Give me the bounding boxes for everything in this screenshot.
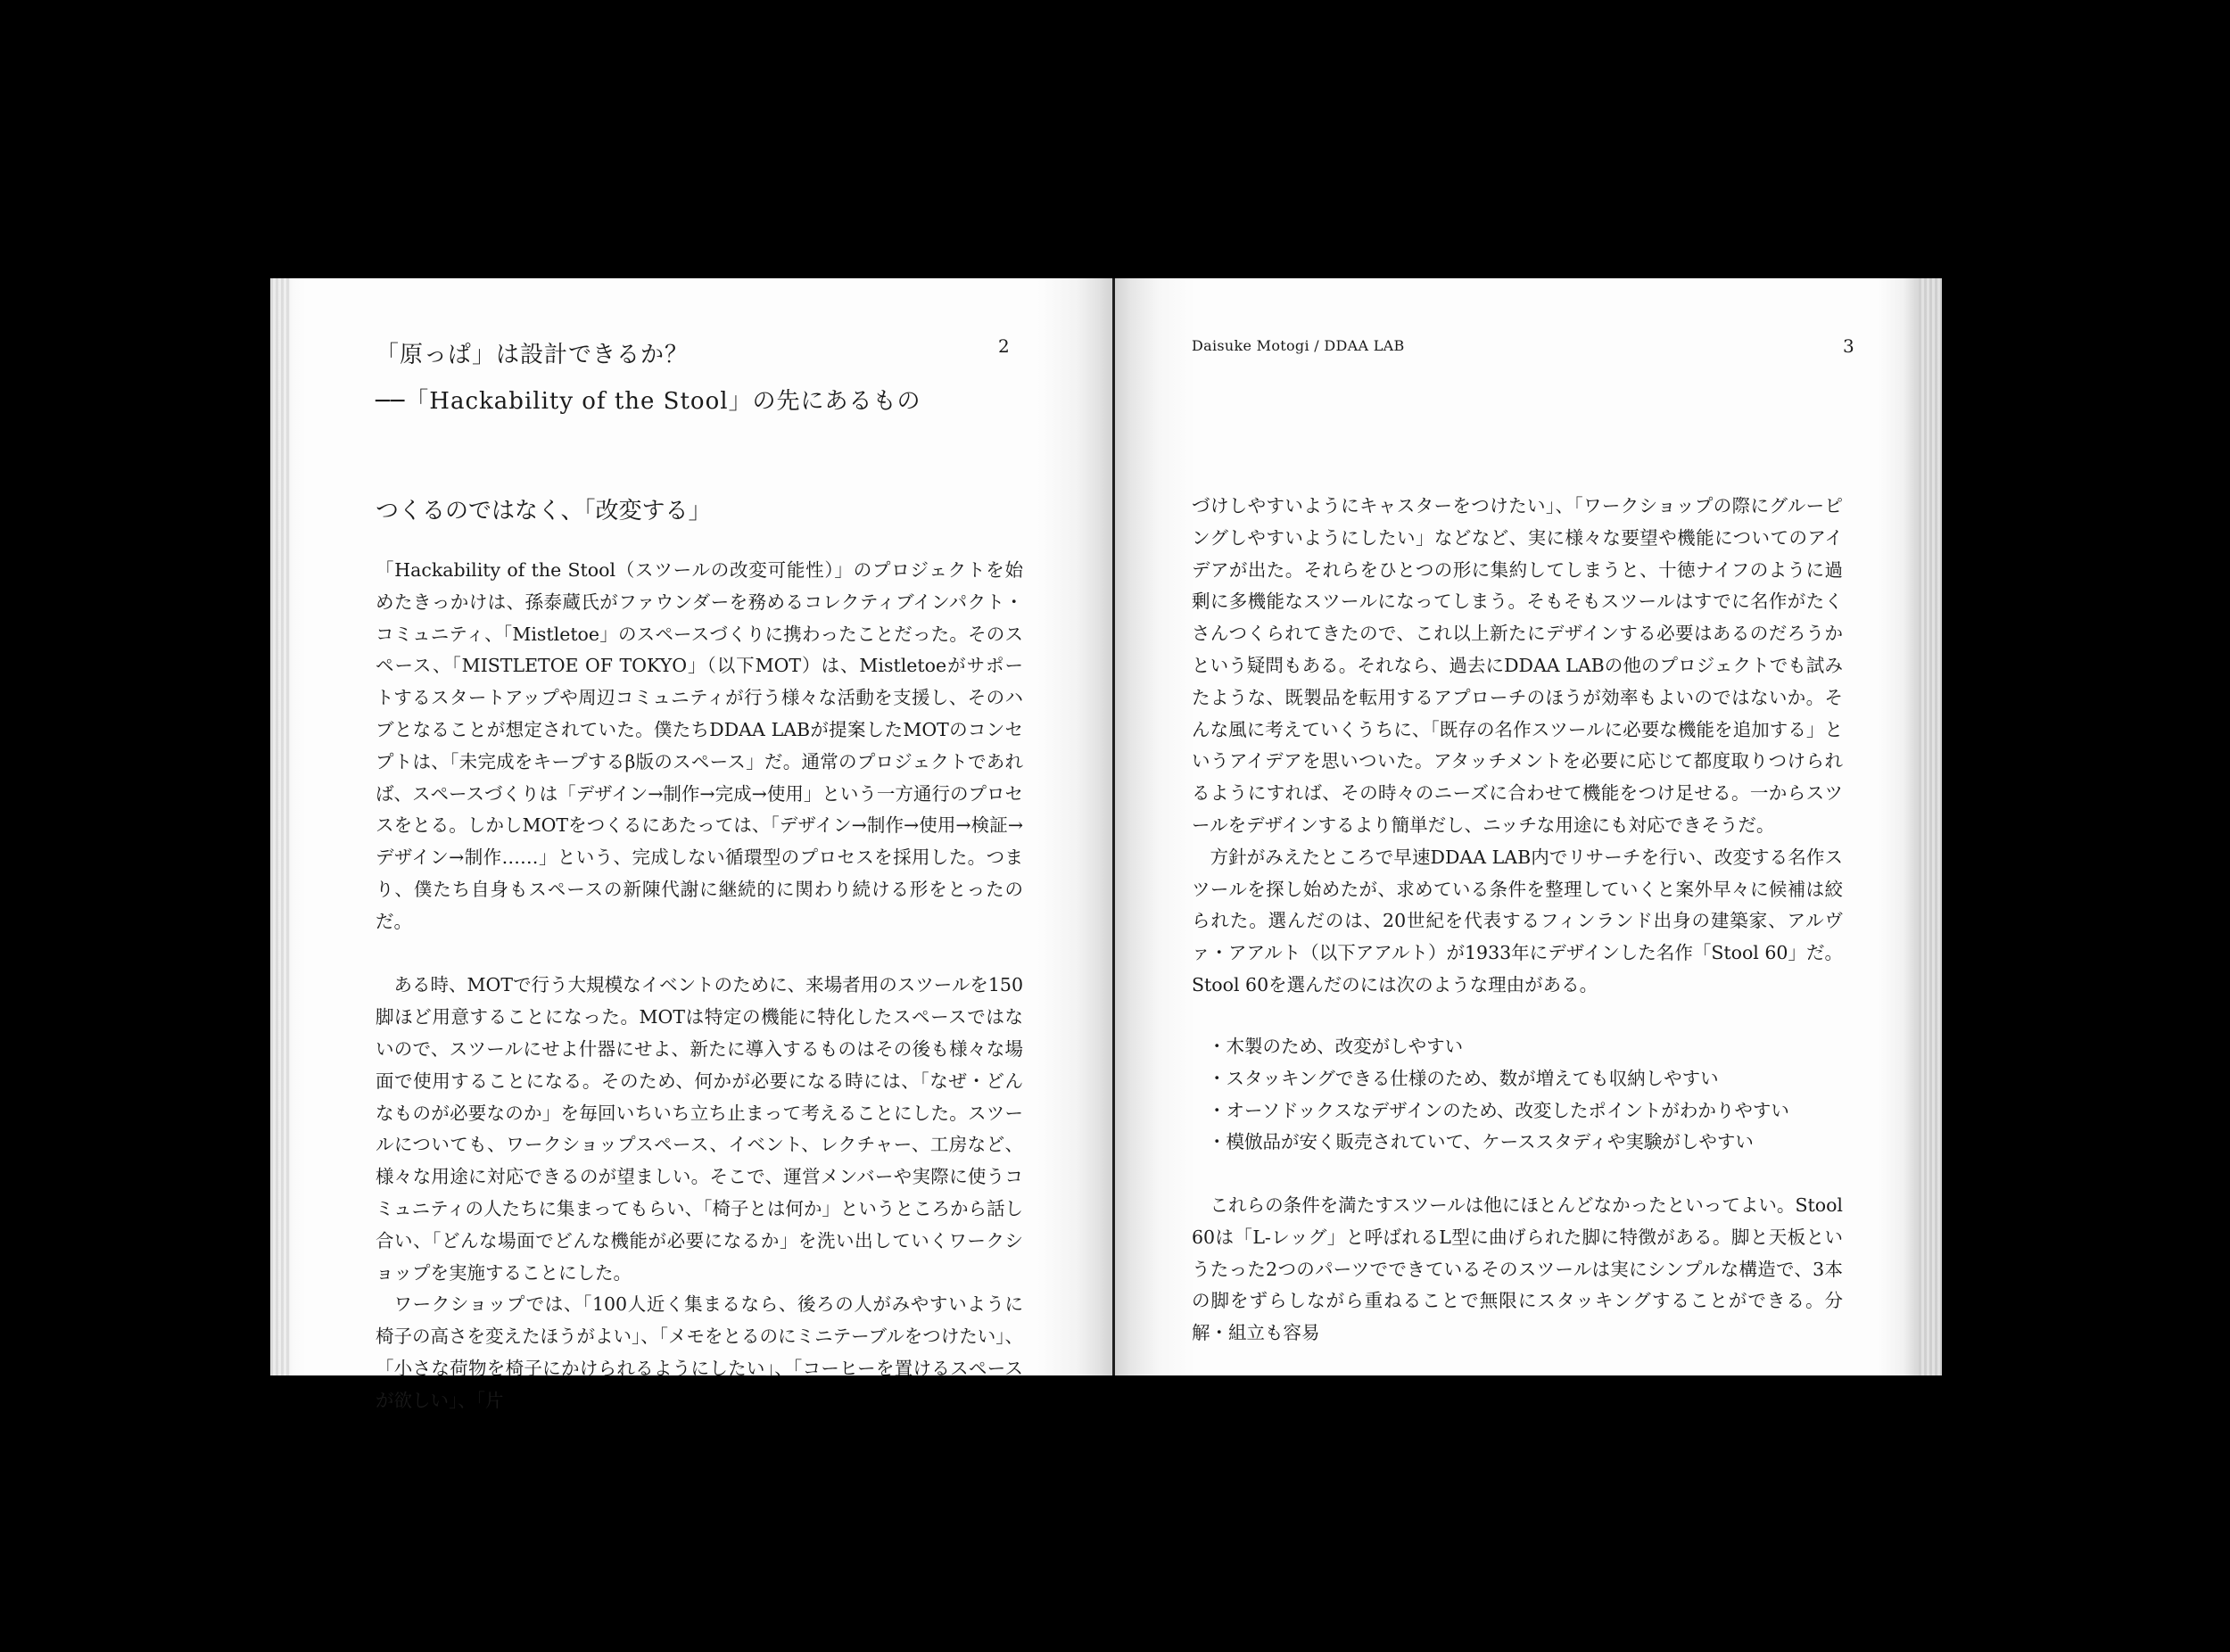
list-item: ・木製のため、改変がしやすい bbox=[1208, 1036, 1464, 1057]
open-book bbox=[270, 278, 1942, 1411]
right-page bbox=[1115, 278, 1942, 1375]
running-head: Daisuke Motogi / DDAA LAB bbox=[1192, 337, 1405, 354]
reasons-list bbox=[1208, 1031, 1789, 1159]
list-item: ・スタッキングできる仕様のため、数が増えても収納しやすい bbox=[1208, 1067, 1719, 1089]
page-number-left: 2 bbox=[998, 335, 1010, 357]
right-body-text bbox=[1192, 491, 1843, 1002]
page-edges-right bbox=[1919, 278, 1942, 1375]
section-heading: つくるのではなく、「改変する」 bbox=[376, 498, 712, 525]
paragraph: これらの条件を満たすスツールは他にほとんどなかったといってよい。Stool 60は「L-レッグ」と呼ばれるL型に曲げられた脚に特徴がある。脚と天板というたった2つのパーツでできているそのスツールは実にシンプルな構造で、3本の脚をずらしながら重ねることで無限にスタッキングすることができる。分解・組立も容易 bbox=[1192, 1194, 1843, 1344]
chapter-title bbox=[376, 332, 921, 425]
paragraph: 「Hackability of the Stool（スツールの改変可能性）」のプロジェクトを始めたきっかけは、孫泰蔵氏がファウンダーを務めるコレクティブインパクト・コミュニティ、「Mistletoe」のスペースづくりに携わったことだった。そのスペース、「MISTLETOE OF TOKYO」（以下MOT）は、Mistletoeがサポートするスタートアップや周辺コミュニティが行う様々な活動を支援し、そのハブとなることが想定されていた。僕たちDDAA LABが提案したMOTのコンセプトは、「未完成をキープするβ版のスペース」だ。通常のプロジェクトであれば、スペースづくりは「デザイン→制作→完成→使用」という一方通行のプロセスをとる。しかしMOTをつくるにあたっては、「デザイン→制作→使用→検証→デザイン→制作……」という、完成しない循環型のプロセスを採用した。つまり、僕たち自身もスペースの新陳代謝に継続的に関わり続ける形をとったのだ。 bbox=[376, 559, 1023, 932]
page-edges-left bbox=[270, 278, 290, 1375]
left-page bbox=[270, 278, 1115, 1411]
paragraph: ある時、MOTで行う大規模なイベントのために、来場者用のスツールを150脚ほど用意することになった。MOTは特定の機能に特化したスペースではないので、スツールにせよ什器にせよ、新たに導入するものはその後も様々な場面で使用することになる。そのため、何かが必要になる時には、「なぜ・どんなものが必要なのか」を毎回いちいち立ち止まって考えることにした。スツールについても、ワークショップスペース、イベント、レクチャー、工房など、様々な用途に対応できるのが望ましい。そこで、運営メンバーや実際に使うコミュニティの人たちに集まってもらい、「椅子とは何か」というところから話し合い、「どんな場面でどんな機能が必要になるか」を洗い出していくワークショップを実施することにした。 bbox=[376, 974, 1023, 1284]
paragraph: 方針がみえたところで早速DDAA LAB内でリサーチを行い、改変する名作スツールを探し始めたが、求めている条件を整理していくと案外早々に候補は絞られた。選んだのは、20世紀を代表するフィンランド出身の建築家、アルヴァ・アアルト（以下アアルト）が1933年にデザインした名作「Stool 60」だ。Stool 60を選んだのには次のような理由がある。 bbox=[1192, 846, 1843, 995]
list-item: ・模倣品が安く販売されていて、ケーススタディや実験がしやすい bbox=[1208, 1131, 1754, 1153]
chapter-title-line-1: 「原っぱ」は設計できるか？ bbox=[376, 342, 690, 368]
paragraph: ワークショップでは、「100人近く集まるなら、後ろの人がみやすいように椅子の高さを変えたほうがよい」、「メモをとるのにミニテーブルをつけたい」、「小さな荷物を椅子にかけられるようにしたい」、「コーヒーを置けるスペースが欲しい」、「片 bbox=[376, 1293, 1023, 1411]
chapter-title-line-2: ──「Hackability of the Stool」の先にあるもの bbox=[376, 388, 921, 415]
closing-text bbox=[1192, 1190, 1843, 1350]
paragraph: づけしやすいようにキャスターをつけたい」、「ワークショップの際にグルーピングしやすいようにしたい」などなど、実に様々な要望や機能についてのアイデアが出た。それらをひとつの形に集約してしまうと、十徳ナイフのように過剰に多機能なスツールになってしまう。そもそもスツールはすでに名作がたくさんつくられてきたので、これ以上新たにデザインする必要はあるのだろうかという疑問もある。それなら、過去にDDAA LABの他のプロジェクトでも試みたような、既製品を転用するアプローチのほうが効率もよいのではないか。そんな風に考えていくうちに、「既存の名作スツールに必要な機能を追加する」というアイデアを思いついた。アタッチメントを必要に応じて都度取りつけられるようにすれば、その時々のニーズに合わせて機能をつけ足せる。一からスツールをデザインするより簡単だし、ニッチな用途にも対応できそうだ。 bbox=[1192, 495, 1843, 836]
page-number-right: 3 bbox=[1843, 335, 1854, 357]
list-item: ・オーソドックスなデザインのため、改変したポイントがわかりやすい bbox=[1208, 1099, 1789, 1121]
left-body-text bbox=[376, 555, 1023, 1417]
